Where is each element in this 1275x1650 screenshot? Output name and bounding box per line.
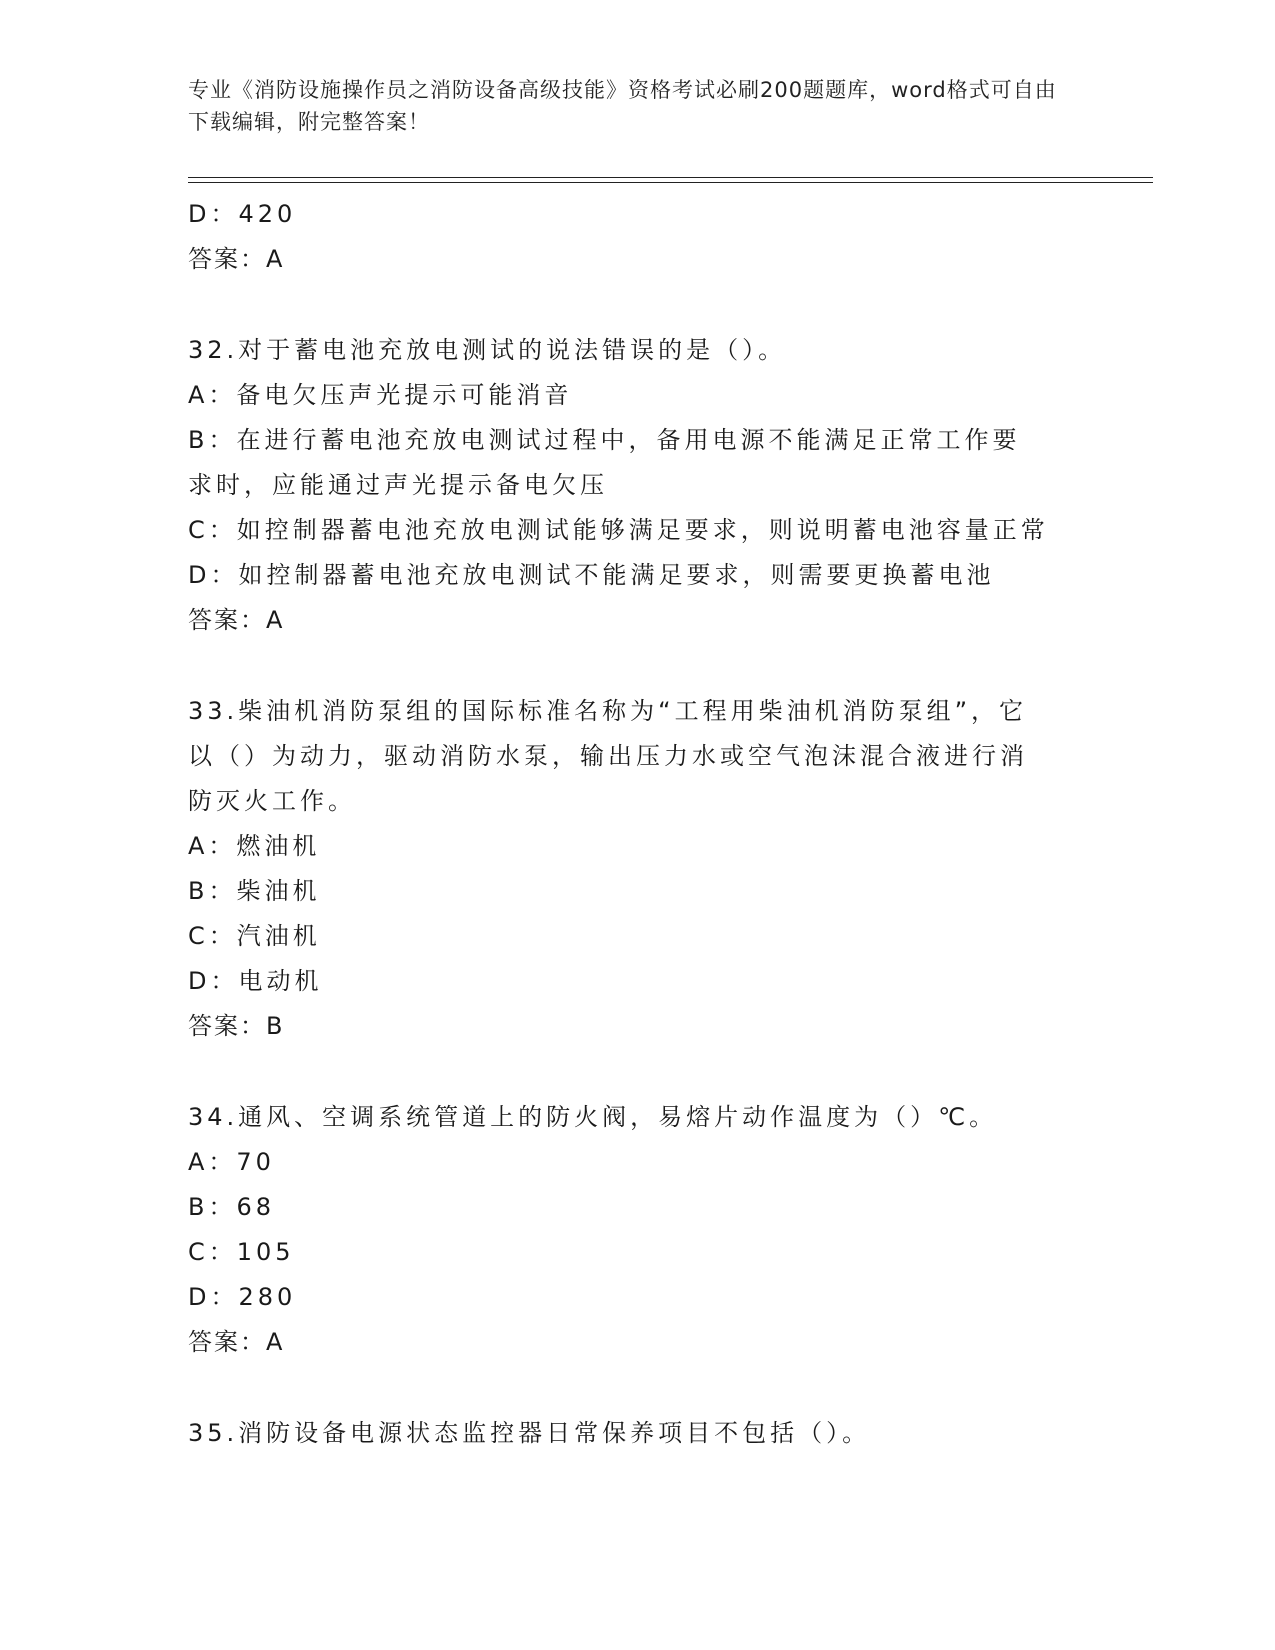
header-rule-top <box>188 177 1153 178</box>
question-33-answer: 答案：B <box>188 1012 285 1040</box>
header-rule-bottom <box>188 182 1153 183</box>
question-34-answer: 答案：A <box>188 1328 285 1356</box>
question-32-option-c: C：如控制器蓄电池充放电测试能够满足要求，则说明蓄电池容量正常 <box>188 516 1049 544</box>
question-35-stem: 35.消防设备电源状态监控器日常保养项目不包括（）。 <box>188 1419 871 1447</box>
question-32-option-a: A：备电欠压声光提示可能消音 <box>188 381 573 409</box>
question-32-option-d: D：如控制器蓄电池充放电测试不能满足要求，则需要更换蓄电池 <box>188 561 995 589</box>
question-34-option-a: A：70 <box>188 1148 275 1176</box>
question-32-option-b: B：在进行蓄电池充放电测试过程中，备用电源不能满足正常工作要求时，应能通过声光提示备电欠压 <box>188 426 1021 499</box>
document-body <box>188 192 1088 1456</box>
prev-answer: 答案：A <box>188 245 285 273</box>
question-33-stem: 33.柴油机消防泵组的国际标准名称为“工程用柴油机消防泵组”，它以（）为动力，驱动消防水泵，输出压力水或空气泡沫混合液进行消防灭火工作。 <box>188 697 1028 815</box>
question-33-option-c: C：汽油机 <box>188 922 321 950</box>
document-header: 专业《消防设施操作员之消防设备高级技能》资格考试必刷200题题库，word格式可自由下载编辑，附完整答案！ <box>188 78 1057 134</box>
question-32-stem: 32.对于蓄电池充放电测试的说法错误的是（）。 <box>188 336 787 364</box>
question-33-option-d: D：电动机 <box>188 967 323 995</box>
question-34-option-c: C：105 <box>188 1238 295 1266</box>
question-34-option-b: B：68 <box>188 1193 276 1221</box>
prev-option-d: D：420 <box>188 200 297 228</box>
question-34-stem: 34.通风、空调系统管道上的防火阀，易熔片动作温度为（）℃。 <box>188 1103 998 1131</box>
question-33-option-a: A：燃油机 <box>188 832 321 860</box>
question-33-option-b: B：柴油机 <box>188 877 321 905</box>
question-32-answer: 答案：A <box>188 606 285 634</box>
question-34-option-d: D：280 <box>188 1283 297 1311</box>
